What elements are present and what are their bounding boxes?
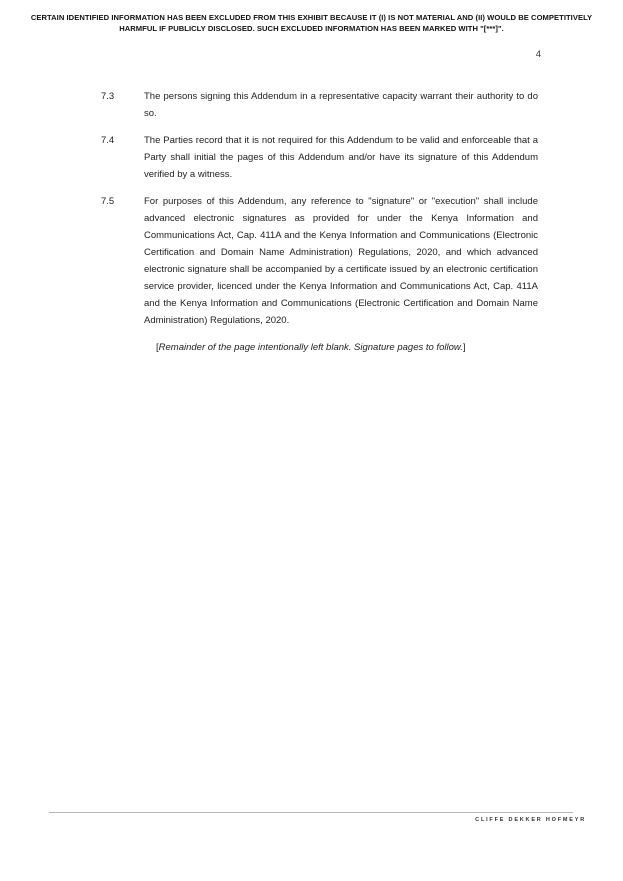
clause-text: For purposes of this Addendum, any reference to "signature" or "execution" shall include advanced electronic signatures as provided for under the Kenya Information and Communications Act, Cap. 411A and the Kenya Information and Communications (Electronic Certification and Domain Name Administration) Regulations, 2020, and which advanced electronic signature shall be accompanied by a certificate issued by an electronic certification service provider, licenced under the Kenya Information and Communications Act, Cap. 411A and the Kenya Information and Communications (Electronic Certification and Domain Name Administration) Regulations, 2020. [144, 196, 538, 326]
remainder-note [156, 339, 546, 356]
clause-number: 7.4 [101, 135, 115, 146]
page-number: 4 [535, 49, 541, 60]
firm-logo: CLIFFE DEKKER HOFMEYR [475, 817, 586, 823]
exclusion-notice-header: CERTAIN IDENTIFIED INFORMATION HAS BEEN EXCLUDED FROM THIS EXHIBIT BECAUSE IT (I) IS NOT MATERIAL AND (II) WOULD BE COMPETITIVELY HARMFUL IF PUBLICLY DISCLOSED. SUCH EXCLUDED INFORMATION HAS BEEN MARKED WITH "[***]". [30, 13, 593, 33]
clause-text: The Parties record that it is not required for this Addendum to be valid and enforceable that a Party shall initial the pages of this Addendum and/or have its signature of this Addendum verified by a witness. [144, 135, 538, 180]
footer-divider [49, 812, 573, 813]
remainder-open-bracket: [ [156, 342, 159, 353]
remainder-close-bracket: ] [462, 342, 466, 353]
clause-text: The persons signing this Addendum in a representative capacity warrant their authority to do so. [144, 91, 538, 119]
clause-number: 7.5 [101, 196, 115, 207]
clause-number: 7.3 [101, 91, 115, 102]
remainder-text: Remainder of the page intentionally left blank. Signature pages to follow. [158, 342, 463, 353]
